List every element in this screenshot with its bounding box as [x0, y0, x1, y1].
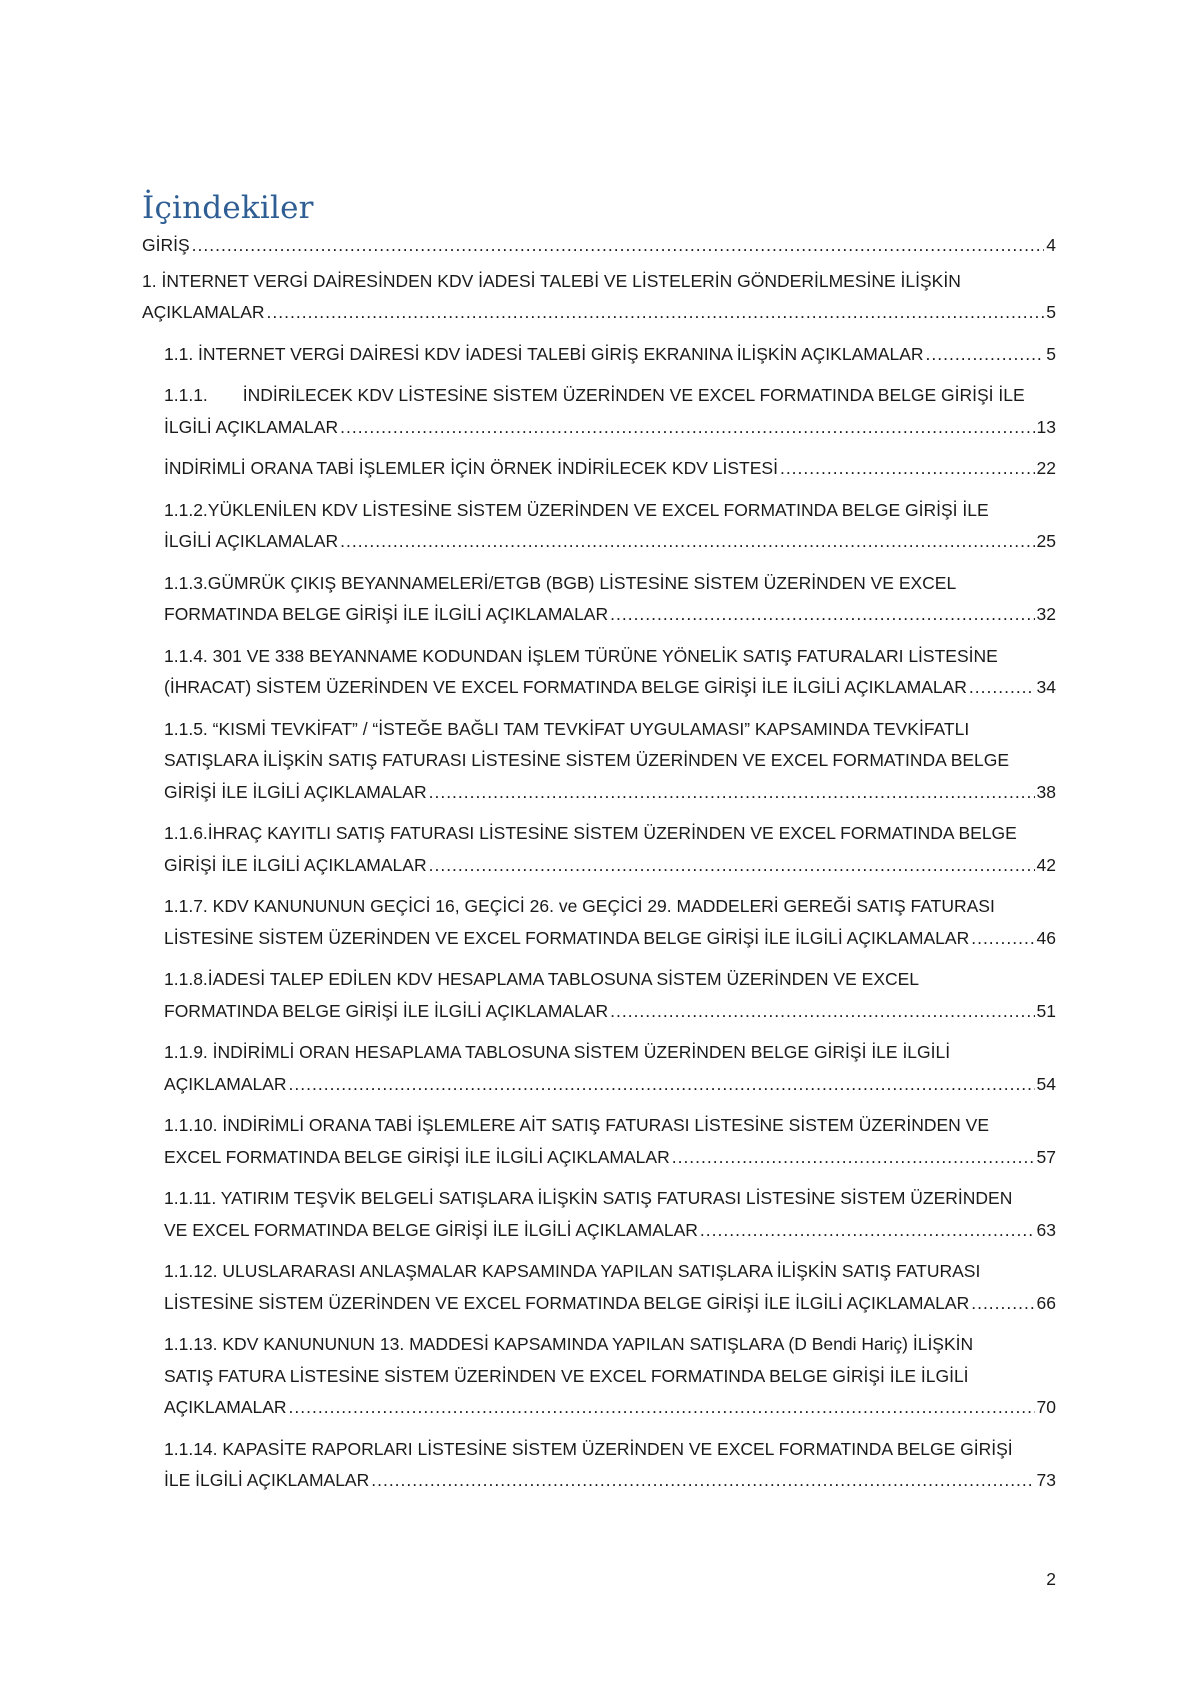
toc-page-number: 70	[1036, 1397, 1056, 1417]
toc-entry-text: İNDİRİMLİ ORANA TABİ İŞLEMLER İÇİN ÖRNEK İNDİRİLECEK KDV LİSTESİ	[164, 458, 778, 478]
dot-leader	[969, 672, 1035, 704]
dot-leader	[289, 1069, 1035, 1101]
toc-entry-last-line	[164, 339, 1056, 371]
toc-entry-last-line	[164, 777, 1056, 809]
toc-entry[interactable]	[142, 266, 1056, 329]
toc-entry[interactable]	[164, 818, 1056, 881]
toc-entry-last-line	[164, 1465, 1056, 1497]
toc-entry-last-line	[164, 599, 1056, 631]
dot-leader	[610, 996, 1034, 1028]
toc-page-number: 32	[1036, 604, 1056, 624]
toc-page-number: 51	[1036, 1000, 1056, 1021]
toc-entry-last-line	[164, 1288, 1056, 1320]
toc-page-number: 22	[1036, 458, 1056, 478]
toc-entry-last-line	[164, 672, 1056, 704]
toc-page-number: 25	[1036, 531, 1056, 551]
toc-entry-line: 1.1.12. ULUSLARARASI ANLAŞMALAR KAPSAMINDA YAPILAN SATIŞLARA İLİŞKİN SATIŞ FATURASI	[164, 1261, 981, 1281]
toc-entry-text: FORMATINDA BELGE GİRİŞİ İLE İLGİLİ AÇIKLAMALAR	[164, 1000, 609, 1021]
toc-entry-text: EXCEL FORMATINDA BELGE GİRİŞİ İLE İLGİLİ AÇIKLAMALAR	[164, 1146, 670, 1167]
toc-entry-line: 1.1.13. KDV KANUNUNUN 13. MADDESİ KAPSAMINDA YAPILAN SATIŞLARA (D Bendi Hariç) İLİŞKİN	[164, 1334, 974, 1354]
toc-entry[interactable]	[164, 1256, 1056, 1319]
toc-entry-text: GİRİŞİ İLE İLGİLİ AÇIKLAMALAR	[164, 781, 427, 802]
toc-entry[interactable]	[164, 964, 1056, 1027]
toc-entry-line: SATIŞLARA İLİŞKİN SATIŞ FATURASI LİSTESİNE SİSTEM ÜZERİNDEN VE EXCEL FORMATINDA BELGE	[164, 750, 1010, 770]
dot-leader	[672, 1142, 1035, 1174]
toc-entry-text: İLE İLGİLİ AÇIKLAMALAR	[164, 1470, 370, 1490]
toc-entry-text: AÇIKLAMALAR	[164, 1397, 287, 1417]
toc-page-number: 73	[1036, 1470, 1056, 1490]
dot-leader	[429, 850, 1035, 882]
toc-entry[interactable]	[142, 230, 1056, 262]
toc-entry-text: İLGİLİ AÇIKLAMALAR	[164, 531, 339, 551]
toc-entry-line: 1.1.3.GÜMRÜK ÇIKIŞ BEYANNAMELERİ/ETGB (BGB) LİSTESİNE SİSTEM ÜZERİNDEN VE EXCEL	[164, 572, 957, 593]
toc-entry-last-line	[164, 453, 1056, 485]
toc-page-number: 4	[1046, 235, 1056, 255]
toc-entry[interactable]	[164, 1434, 1056, 1497]
toc-entry-line: 1.1.1. İNDİRİLECEK KDV LİSTESİNE SİSTEM ÜZERİNDEN VE EXCEL FORMATINDA BELGE GİRİŞİ İLE	[164, 385, 1025, 405]
toc-page-number: 42	[1036, 854, 1056, 875]
toc-page-number: 38	[1036, 781, 1056, 802]
toc-page-number: 57	[1036, 1146, 1056, 1167]
dot-leader	[780, 453, 1035, 485]
toc-entry[interactable]	[164, 453, 1056, 485]
dot-leader	[289, 1392, 1035, 1424]
toc-page-number: 13	[1036, 416, 1056, 437]
toc-entry[interactable]	[164, 495, 1056, 558]
toc-entry-text: FORMATINDA BELGE GİRİŞİ İLE İLGİLİ AÇIKLAMALAR	[164, 604, 609, 624]
toc-entry-last-line	[142, 230, 1056, 262]
toc-entry-text: AÇIKLAMALAR	[142, 302, 265, 322]
toc-entry-text: GİRİŞ	[142, 235, 190, 255]
toc-entry[interactable]	[164, 1329, 1056, 1424]
toc-entry[interactable]	[164, 568, 1056, 631]
toc-entry-line: 1.1.11. YATIRIM TEŞVİK BELGELİ SATIŞLARA İLİŞKİN SATIŞ FATURASI LİSTESİNE SİSTEM ÜZERİNDEN	[164, 1188, 1013, 1208]
toc-entry-last-line	[164, 1215, 1056, 1247]
toc-entry-last-line	[164, 1142, 1056, 1174]
toc-entry-last-line	[164, 996, 1056, 1028]
dot-leader	[371, 1465, 1034, 1497]
toc-title: İçindekiler	[142, 190, 314, 226]
toc-entry-text: VE EXCEL FORMATINDA BELGE GİRİŞİ İLE İLGİLİ AÇIKLAMALAR	[164, 1219, 698, 1240]
toc-entry-last-line	[164, 850, 1056, 882]
table-of-contents	[142, 230, 1056, 1507]
dot-leader	[267, 297, 1045, 329]
dot-leader	[340, 526, 1034, 558]
toc-page-number: 34	[1036, 677, 1056, 697]
toc-entry[interactable]	[164, 891, 1056, 954]
toc-entry-last-line	[164, 1069, 1056, 1101]
dot-leader	[340, 412, 1034, 444]
toc-entry-line: SATIŞ FATURA LİSTESİNE SİSTEM ÜZERİNDEN VE EXCEL FORMATINDA BELGE GİRİŞİ İLE İLGİLİ	[164, 1365, 969, 1386]
toc-entry-line: 1.1.4. 301 VE 338 BEYANNAME KODUNDAN İŞLEM TÜRÜNE YÖNELİK SATIŞ FATURALARI LİSTESİNE	[164, 645, 998, 666]
dot-leader	[700, 1215, 1035, 1247]
toc-entry-line: 1.1.10. İNDİRİMLİ ORANA TABİ İŞLEMLERE AİT SATIŞ FATURASI LİSTESİNE SİSTEM ÜZERİNDEN VE	[164, 1115, 989, 1135]
toc-entry[interactable]	[164, 1037, 1056, 1100]
toc-entry-text: LİSTESİNE SİSTEM ÜZERİNDEN VE EXCEL FORMATINDA BELGE GİRİŞİ İLE İLGİLİ AÇIKLAMALAR	[164, 927, 970, 948]
toc-page-number: 66	[1036, 1292, 1056, 1313]
toc-page-number: 5	[1046, 343, 1056, 364]
toc-entry-line: 1.1.2.YÜKLENİLEN KDV LİSTESİNE SİSTEM ÜZERİNDEN VE EXCEL FORMATINDA BELGE GİRİŞİ İLE	[164, 499, 989, 520]
toc-entry[interactable]	[164, 1183, 1056, 1246]
toc-entry-line: 1.1.14. KAPASİTE RAPORLARI LİSTESİNE SİSTEM ÜZERİNDEN VE EXCEL FORMATINDA BELGE GİRİŞİ	[164, 1438, 1013, 1459]
toc-entry-last-line	[142, 297, 1056, 329]
toc-entry-line: 1.1.7. KDV KANUNUNUN GEÇİCİ 16, GEÇİCİ 26. ve GEÇİCİ 29. MADDELERİ GEREĞİ SATIŞ FATURASI	[164, 896, 995, 916]
toc-entry[interactable]	[164, 714, 1056, 809]
dot-leader	[926, 339, 1045, 371]
dot-leader	[429, 777, 1035, 809]
page-number: 2	[1046, 1569, 1056, 1589]
toc-page-number: 5	[1046, 302, 1056, 322]
toc-entry-text: AÇIKLAMALAR	[164, 1073, 287, 1094]
toc-page-number: 54	[1036, 1073, 1056, 1094]
toc-entry-text: (İHRACAT) SİSTEM ÜZERİNDEN VE EXCEL FORMATINDA BELGE GİRİŞİ İLE İLGİLİ AÇIKLAMALAR	[164, 677, 967, 697]
toc-entry-text: 1.1. İNTERNET VERGİ DAİRESİ KDV İADESİ TALEBİ GİRİŞ EKRANINA İLİŞKİN AÇIKLAMALAR	[164, 343, 924, 364]
toc-page-number: 46	[1036, 927, 1056, 948]
toc-page-number: 63	[1036, 1219, 1056, 1240]
toc-entry-text: LİSTESİNE SİSTEM ÜZERİNDEN VE EXCEL FORMATINDA BELGE GİRİŞİ İLE İLGİLİ AÇIKLAMALAR	[164, 1292, 970, 1313]
toc-entry-line: 1. İNTERNET VERGİ DAİRESİNDEN KDV İADESİ TALEBİ VE LİSTELERİN GÖNDERİLMESİNE İLİŞKİN	[142, 270, 961, 291]
toc-entry[interactable]	[164, 339, 1056, 371]
toc-entry-last-line	[164, 923, 1056, 955]
toc-entry[interactable]	[164, 380, 1056, 443]
toc-entry-text: İLGİLİ AÇIKLAMALAR	[164, 416, 339, 437]
toc-entry-line: 1.1.6.İHRAÇ KAYITLI SATIŞ FATURASI LİSTESİNE SİSTEM ÜZERİNDEN VE EXCEL FORMATINDA BELGE	[164, 823, 1017, 843]
toc-entry-line: 1.1.8.İADESİ TALEP EDİLEN KDV HESAPLAMA TABLOSUNA SİSTEM ÜZERİNDEN VE EXCEL	[164, 969, 920, 989]
toc-entry-last-line	[164, 412, 1056, 444]
toc-entry[interactable]	[164, 1110, 1056, 1173]
toc-entry-line: 1.1.5. “KISMİ TEVKİFAT” / “İSTEĞE BAĞLI TAM TEVKİFAT UYGULAMASI” KAPSAMINDA TEVKİFATLI	[164, 718, 970, 739]
dot-leader	[192, 230, 1045, 262]
toc-entry-last-line	[164, 526, 1056, 558]
toc-entry-text: GİRİŞİ İLE İLGİLİ AÇIKLAMALAR	[164, 854, 427, 875]
toc-entry-last-line	[164, 1392, 1056, 1424]
dot-leader	[610, 599, 1034, 631]
dot-leader	[971, 1288, 1034, 1320]
toc-entry-line: 1.1.9. İNDİRİMLİ ORAN HESAPLAMA TABLOSUNA SİSTEM ÜZERİNDEN BELGE GİRİŞİ İLE İLGİLİ	[164, 1042, 951, 1062]
toc-entry[interactable]	[164, 641, 1056, 704]
dot-leader	[971, 923, 1034, 955]
